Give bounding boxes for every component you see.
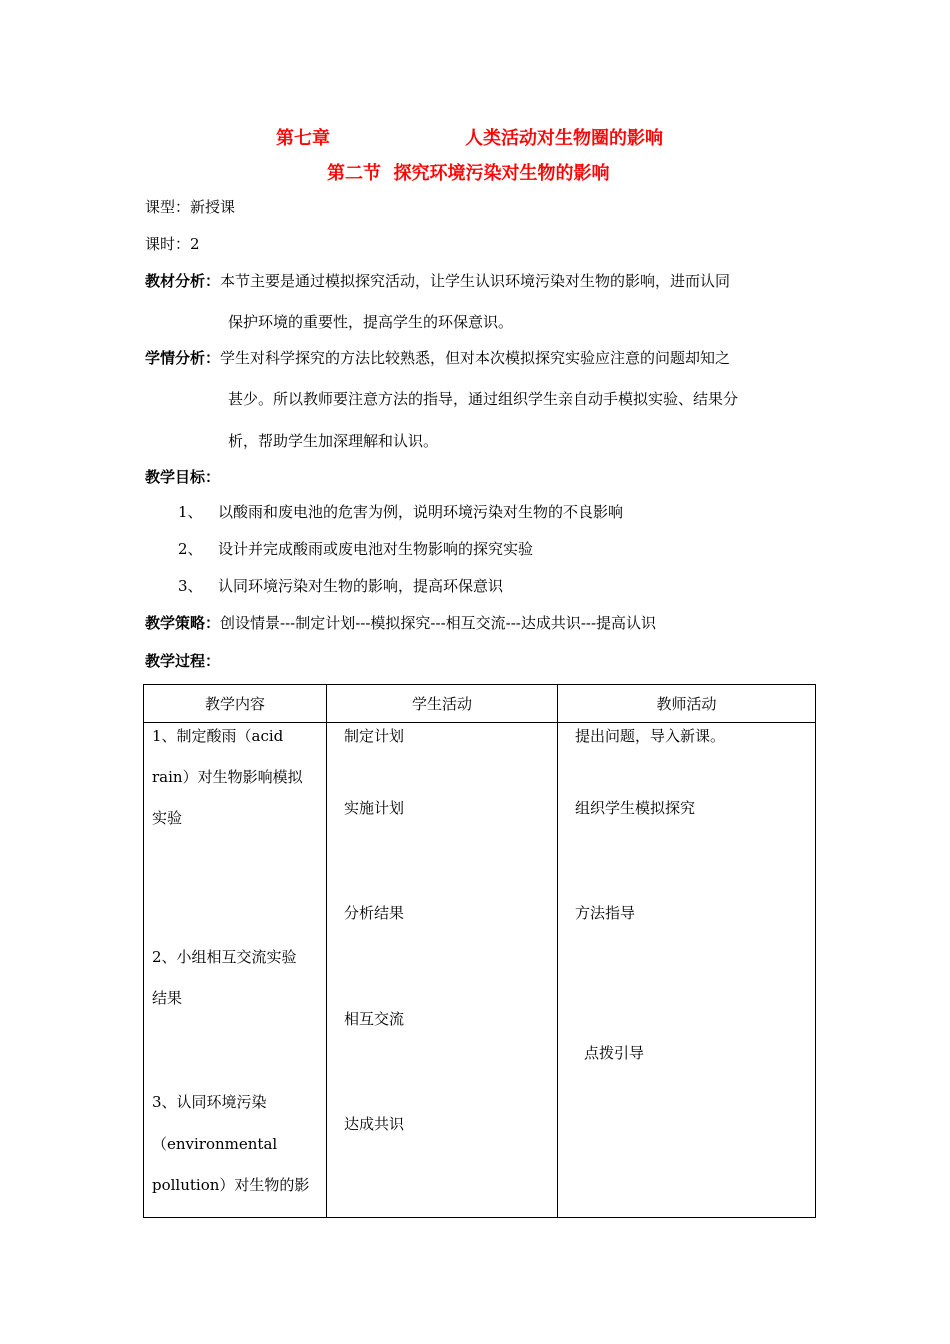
student-analysis-label: 学情分析： [145, 349, 221, 367]
textbook-analysis-line1: 本节主要是通过模拟探究活动，让学生认识环境污染对生物的影响，进而认同 [220, 272, 731, 290]
strategy-text: 创设情景---制定计划---模拟探究---相互交流---达成共识---提高认识 [220, 614, 657, 632]
lesson-type: 课型：新授课 [145, 198, 236, 216]
goal-3-num: 3、 [178, 577, 203, 595]
student-activity: 制定计划 [344, 727, 405, 745]
student-analysis [145, 348, 730, 368]
goal-2-num: 2、 [178, 540, 203, 558]
content-line: 3、认同环境污染 [152, 1093, 267, 1111]
header-content: 教学内容 [144, 685, 327, 723]
content-line: pollution）对生物的影 [152, 1176, 310, 1194]
teacher-activity: 提出问题，导入新课。 [575, 727, 726, 745]
goal-2-text: 设计并完成酸雨或废电池对生物影响的探究实验 [218, 540, 534, 558]
chapter-number: 第七章 [276, 128, 330, 149]
textbook-analysis-line2: 保护环境的重要性，提高学生的环保意识。 [228, 313, 514, 331]
strategy [145, 613, 656, 633]
content-line: 1、制定酸雨（acid [152, 727, 284, 745]
section-title: 第二节 探究环境污染对生物的影响 [327, 163, 610, 184]
textbook-analysis-label: 教材分析： [145, 272, 221, 290]
student-analysis-line2: 甚少。所以教师要注意方法的指导，通过组织学生亲自动手模拟实验、结果分 [228, 390, 739, 408]
teacher-activity: 方法指导 [575, 904, 636, 922]
student-cell [327, 723, 558, 1218]
student-analysis-line1: 学生对科学探究的方法比较熟悉，但对本次模拟探究实验应注意的问题却知之 [220, 349, 731, 367]
content-line: （environmental [152, 1135, 278, 1153]
table-header-row [144, 685, 816, 723]
content-line: rain）对生物影响模拟 [152, 768, 303, 786]
goals-label: 教学目标： [145, 468, 221, 486]
table-row [144, 723, 816, 1218]
student-activity: 相互交流 [344, 1010, 405, 1028]
header-teacher: 教师活动 [558, 685, 816, 723]
student-analysis-line3: 析，帮助学生加深理解和认识。 [228, 432, 439, 450]
header-student: 学生活动 [327, 685, 558, 723]
lesson-hours: 课时：2 [145, 235, 200, 253]
content-line: 实验 [152, 809, 183, 827]
content-cell [144, 723, 327, 1218]
content-line: 结果 [152, 989, 183, 1007]
student-activity: 达成共识 [344, 1115, 405, 1133]
textbook-analysis [145, 271, 730, 291]
goal-1-num: 1、 [178, 503, 203, 521]
student-activity: 分析结果 [344, 904, 405, 922]
content-line: 2、小组相互交流实验 [152, 948, 297, 966]
teacher-activity: 点拨引导 [584, 1044, 645, 1062]
process-table [143, 684, 816, 1218]
student-activity: 实施计划 [344, 799, 405, 817]
chapter-title: 人类活动对生物圈的影响 [465, 128, 663, 149]
teacher-cell [558, 723, 816, 1218]
process-label: 教学过程： [145, 652, 221, 670]
goal-3-text: 认同环境污染对生物的影响，提高环保意识 [218, 577, 504, 595]
goal-1-text: 以酸雨和废电池的危害为例，说明环境污染对生物的不良影响 [218, 503, 624, 521]
teacher-activity: 组织学生模拟探究 [575, 799, 696, 817]
strategy-label: 教学策略： [145, 614, 221, 632]
